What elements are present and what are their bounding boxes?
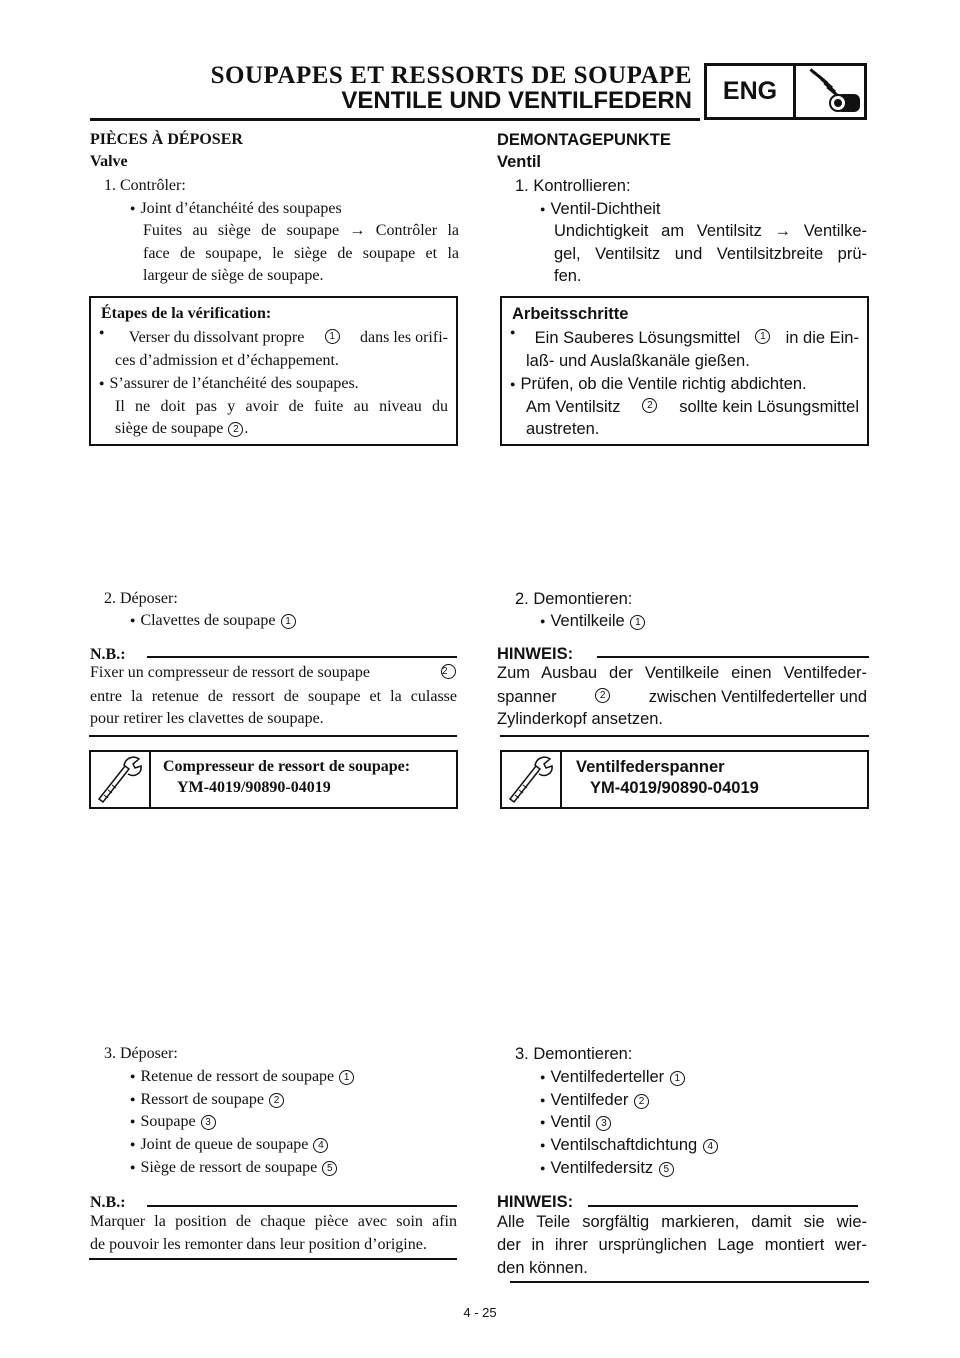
de-step3-item-4-num: 4	[703, 1139, 718, 1154]
de-tool-name: Ventilfederspanner	[576, 758, 725, 776]
de-step3-item-1-num: 1	[670, 1071, 685, 1086]
de-check-bullet-1	[510, 329, 859, 348]
de-step3-item-1	[540, 1068, 686, 1087]
de-check-bullet-2: ● Prüfen, ob die Ventile richtig abdichten.	[510, 375, 807, 394]
de-check-b1-pre: ● Ein Sauberes Lösungsmittel	[534, 329, 741, 347]
fr-step3-item-2-text: Ressort de soupape	[140, 1091, 264, 1108]
fr-step3-item-3-text: Soupape	[140, 1113, 196, 1130]
fr-step3-item-5-text: Siège de ressort de soupape	[140, 1159, 318, 1176]
wrench-tool-icon	[502, 752, 558, 807]
fr-check-b1-num: 1	[325, 329, 340, 344]
fr-check-b2-num: 2	[228, 422, 243, 437]
fr-nb2-line2: de pouvoir les remonter dans leur position d’origine.	[90, 1236, 427, 1253]
de-step3-item-5-text: Ventilfedersitz	[550, 1159, 654, 1177]
de-step2-label: 2. Demontieren:	[515, 590, 633, 608]
lang-badge: ENG	[707, 66, 796, 117]
fr-step1-text-2: face de soupape, le siège de soupape et la	[143, 245, 459, 262]
de-step1-label: 1. Kontrollieren:	[515, 177, 631, 195]
de-h2-line2: der in ihrer ursprünglichen Lage montiert wer-	[497, 1236, 867, 1254]
fr-check-box	[89, 296, 458, 446]
de-step1-bullet: ● Ventil-Dichtheit	[540, 200, 661, 219]
de-h1-line2-pre: spanner	[497, 688, 557, 706]
fr-nb-rule-bottom	[89, 735, 457, 737]
fr-check-b1-line2: ces d’admission et d’échappement.	[115, 352, 339, 369]
header-rule	[90, 118, 700, 121]
fr-check-b1-post: dans les orifi-	[359, 329, 448, 346]
de-check-b2-num: 2	[642, 398, 657, 413]
fr-step2-bullet	[130, 612, 297, 630]
de-step3-item-1-text: Ventilfederteller	[550, 1068, 665, 1086]
header-title-fr: SOUPAPES ET RESSORTS DE SOUPAPE	[210, 62, 692, 89]
fr-step3-item-3-num: 3	[201, 1115, 216, 1130]
de-h1-num: 2	[595, 688, 610, 703]
de-step1-text-1: Undichtigkeit am Ventilsitz → Ventilke-	[554, 222, 867, 240]
de-check-b1-post: in die Ein-	[785, 329, 859, 347]
de-hinweis-label: HINWEIS:	[497, 645, 574, 663]
fr-step1-label: 1. Contrôler:	[104, 177, 186, 194]
fr-step1-text-1: Fuites au siège de soupape → Contrôler la	[143, 222, 459, 239]
fr-step2-label: 2. Déposer:	[104, 590, 178, 607]
de-tool-code: YM-4019/90890-04019	[590, 779, 759, 797]
de-step3-item-3	[540, 1113, 612, 1132]
de-step1-text-2: gel, Ventilsitz und Ventilsitzbreite prü-	[554, 245, 867, 263]
de-check-b2-line2-pre: Am Ventilsitz	[526, 398, 621, 416]
fr-tool-box	[89, 750, 458, 809]
de-hinweis-rule-top	[597, 656, 869, 658]
de-check-box	[500, 296, 869, 446]
page-number: 4 - 25	[463, 1305, 497, 1320]
fr-step3-item-1-text: Retenue de ressort de soupape	[140, 1068, 335, 1085]
de-step3-item-2-text: Ventilfeder	[550, 1091, 629, 1109]
de-step3-item-4-text: Ventilschaftdichtung	[550, 1136, 698, 1154]
de-h2-line1: Alle Teile sorgfältig markieren, damit sie wie-	[497, 1213, 867, 1231]
fr-nb1-line3: pour retirer les clavettes de soupape.	[90, 710, 324, 727]
de-step3-item-5-num: 5	[659, 1162, 674, 1177]
section-badge	[704, 63, 867, 120]
fr-step3-item-2	[130, 1091, 285, 1109]
fr-check-b2-line2: Il ne doit pas y avoir de fuite au niveau du	[115, 398, 448, 415]
de-tool-box	[500, 750, 869, 809]
de-check-b2-line2-post: sollte kein Lösungsmittel	[679, 398, 859, 416]
de-h2-line3: den können.	[497, 1259, 588, 1277]
de-h1-line1: Zum Ausbau der Ventilkeile einen Ventilfeder-	[497, 664, 867, 682]
de-step1-text-3: fen.	[554, 267, 582, 285]
de-check-b1-line2: laß- und Auslaßkanäle gießen.	[526, 352, 750, 370]
de-step2-num: 1	[630, 615, 645, 630]
fr-step3-item-5	[130, 1159, 338, 1177]
de-step3-item-2-num: 2	[634, 1094, 649, 1109]
fr-step2-bullet-text: Clavettes de soupape	[140, 612, 276, 629]
fr-check-b2-line3-pre: siège de soupape	[115, 420, 224, 437]
de-hinweis2-label: HINWEIS:	[497, 1193, 574, 1211]
fr-check-b2-line3: siège de soupape 2 .	[115, 420, 249, 437]
de-section-title: DEMONTAGEPUNKTE	[497, 131, 671, 149]
fr-nb1-line1-pre: Fixer un compresseur de ressort de soupape	[90, 664, 370, 681]
fr-tool-icon-cell	[91, 752, 151, 807]
de-check-b1-num: 1	[755, 329, 770, 344]
de-subsection: Ventil	[497, 153, 542, 171]
fr-nb2-line1: Marquer la position de chaque pièce avec soin afin	[90, 1213, 457, 1230]
fr-nb2-rule-top	[147, 1205, 457, 1207]
fr-check-b1-pre: ● Verser du dissolvant propre	[128, 329, 305, 346]
fr-step3-item-5-num: 5	[322, 1161, 337, 1176]
de-step3-item-3-num: 3	[596, 1116, 611, 1131]
de-step2-bullet	[540, 612, 646, 631]
de-step3-item-2	[540, 1091, 650, 1110]
fr-step3-item-3	[130, 1113, 217, 1131]
de-step3-label: 3. Demontieren:	[515, 1045, 633, 1063]
de-step2-bullet-text: Ventilkeile	[550, 612, 625, 630]
fr-tool-name: Compresseur de ressort de soupape:	[163, 758, 411, 775]
engine-spring-icon	[796, 66, 864, 117]
fr-nb-rule-top	[147, 656, 457, 658]
fr-step3-item-4-num: 4	[313, 1138, 328, 1153]
fr-step1-text-3: largeur de siège de soupape.	[143, 267, 324, 284]
fr-step2-num: 1	[281, 614, 296, 629]
de-h1-line2-post: zwischen Ventilfederteller und	[648, 688, 867, 706]
de-check-title: Arbeitsschritte	[512, 305, 629, 323]
footer-rule	[510, 1281, 869, 1283]
fr-step3-item-4-text: Joint de queue de soupape	[140, 1136, 309, 1153]
de-hinweis-rule-bottom	[500, 735, 869, 737]
de-h1-line3: Zylinderkopf ansetzen.	[497, 710, 664, 728]
de-step3-item-3-text: Ventil	[550, 1113, 591, 1131]
de-tool-icon-cell	[502, 752, 562, 807]
de-h1-line2	[497, 688, 867, 707]
de-step3-item-5	[540, 1159, 675, 1178]
fr-step3-item-1-num: 1	[339, 1070, 354, 1085]
wrench-tool-icon	[91, 752, 147, 807]
de-step3-item-4	[540, 1136, 719, 1155]
fr-check-bullet-1	[99, 329, 448, 347]
fr-nb-label: N.B.:	[90, 646, 126, 663]
fr-subsection: Valve	[90, 153, 128, 170]
fr-step3-item-4	[130, 1136, 329, 1154]
fr-nb1-line2: entre la retenue de ressort de soupape et la culasse	[90, 688, 457, 705]
fr-nb2-rule-bottom	[89, 1258, 457, 1260]
fr-nb1-line1	[90, 664, 457, 682]
fr-nb1-num: 2	[441, 664, 456, 679]
fr-nb2-label: N.B.:	[90, 1194, 126, 1211]
fr-section-title: PIÈCES À DÉPOSER	[90, 131, 243, 148]
fr-step1-bullet: ● Joint d’étanchéité des soupapes	[130, 200, 342, 218]
fr-check-bullet-2: ● S’assurer de l’étanchéité des soupapes.	[99, 375, 359, 393]
fr-step3-item-2-num: 2	[269, 1093, 284, 1108]
de-check-b2-line3: austreten.	[526, 420, 600, 438]
fr-step3-item-1	[130, 1068, 355, 1086]
header-title-de: VENTILE UND VENTILFEDERN	[341, 87, 692, 114]
fr-step3-label: 3. Déposer:	[104, 1045, 178, 1062]
fr-check-title: Étapes de la vérification:	[101, 305, 272, 322]
de-check-b2-line2	[526, 398, 859, 417]
fr-tool-code: YM-4019/90890-04019	[177, 779, 331, 796]
de-hinweis2-rule-top	[588, 1205, 858, 1207]
